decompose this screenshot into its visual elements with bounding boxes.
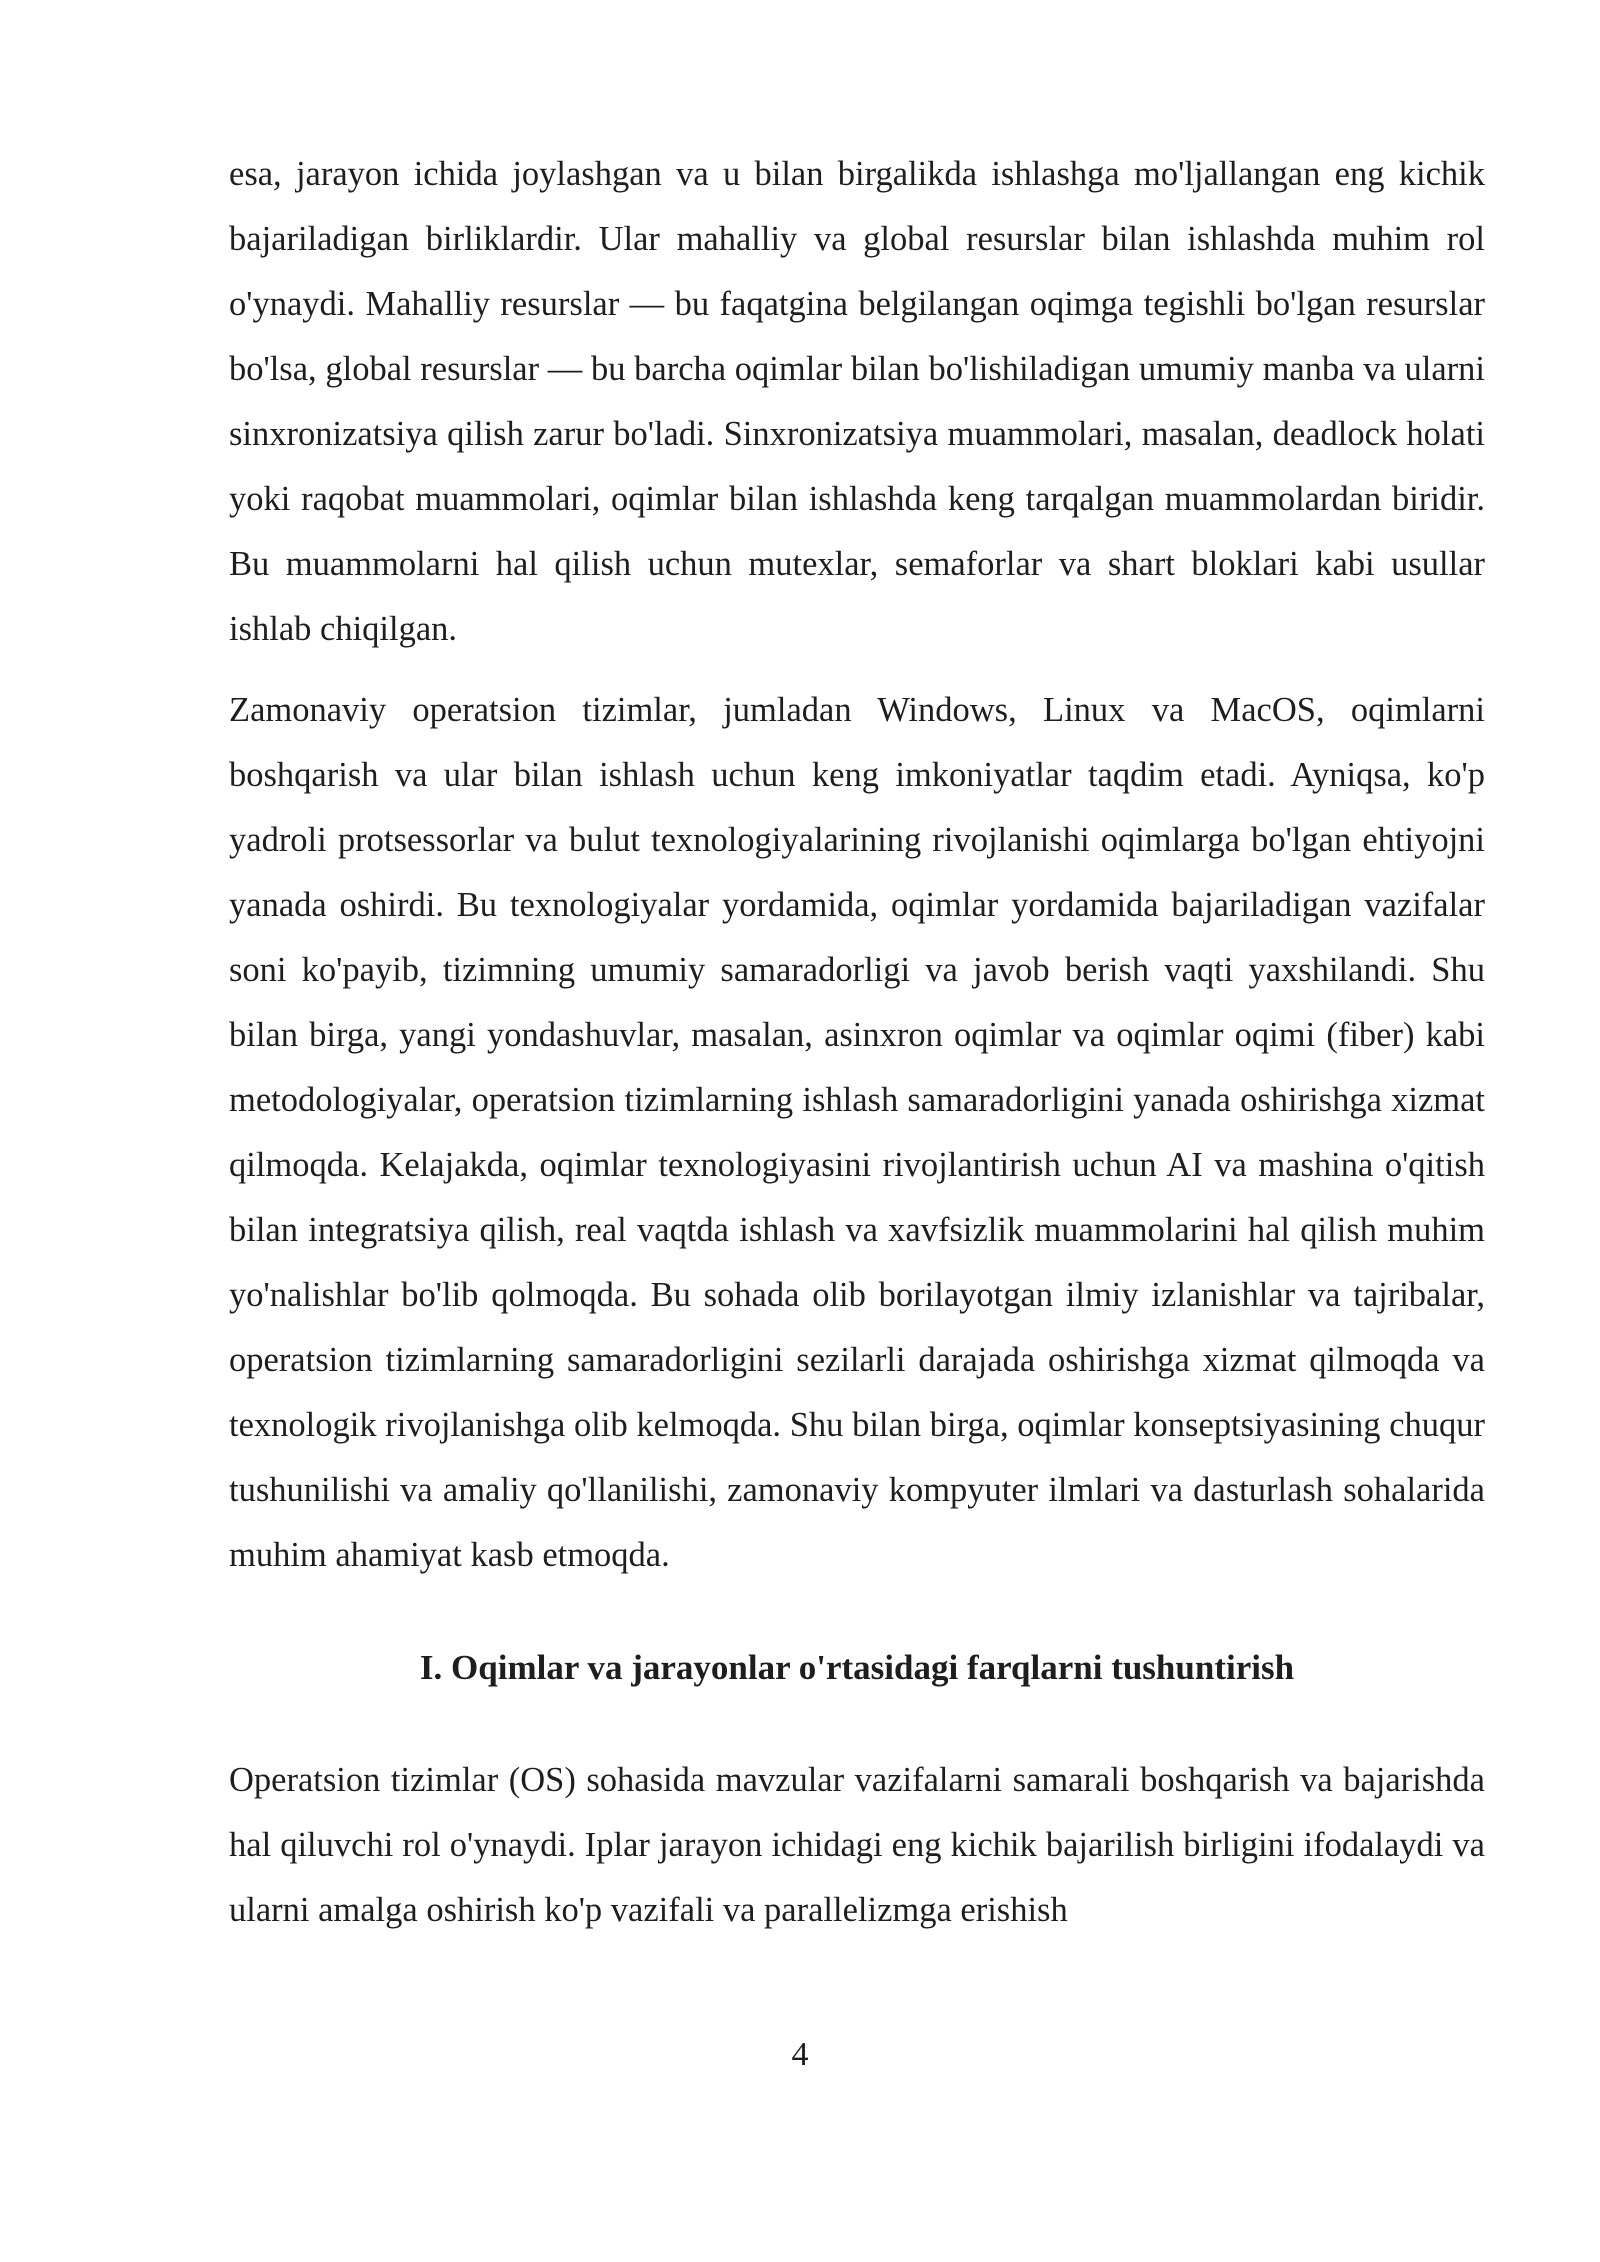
paragraph-modern-os: Zamonaviy operatsion tizimlar, jumladan Windows, Linux va MacOS, oqimlarni boshqarish va ular bilan ishlash uchun keng imkoniyatlar taqdim etadi. Ayniqsa, ko'p yadroli protsessorlar va bulut texnologiyalarining rivojlanishi oqimlarga bo'lgan ehtiyojni yanada oshirdi. Bu texnologiyalar yordamida, oqimlar yordamida bajariladigan vazifalar soni ko'payib, tizimning umumiy samaradorligi va javob berish vaqti yaxshilandi. Shu bilan birga, yangi yondashuvlar, masalan, asinxron oqimlar va oqimlar oqimi (fiber) kabi metodologiyalar, operatsion tizimlarning ishlash samaradorligini yanada oshirishga xizmat qilmoqda. Kelajakda, oqimlar texnologiyasini rivojlantirish uchun AI va mashina o'qitish bilan integratsiya qilish, real vaqtda ishlash va xavfsizlik muammolarini hal qilish muhim yo'nalishlar bo'lib qolmoqda. Bu sohada olib borilayotgan ilmiy izlanishlar va tajribalar, operatsion tizimlarning samaradorligini sezilarli darajada oshirishga xizmat qilmoqda va texnologik rivojlanishga olib kelmoqda. Shu bilan birga, oqimlar konseptsiyasining chuqur tushunilishi va amaliy qo'llanilishi, zamonaviy kompyuter ilmlari va dasturlash sohalarida muhim ahamiyat kasb etmoqda. [229, 691, 1485, 1574]
paragraph-os-threads: Operatsion tizimlar (OS) sohasida mavzular vazifalarni samarali boshqarish va bajarishda hal qiluvchi rol o'ynaydi. Iplar jarayon ichidagi eng kichik bajarilish birligini ifodalaydi va ularni amalga oshirish ko'p vazifali va parallelizmga erishish [229, 1761, 1485, 1929]
paragraph-threads-resources: esa, jarayon ichida joylashgan va u bilan birgalikda ishlashga mo'ljallangan eng kichik bajariladigan birliklardir. Ular mahalliy va global resurslar bilan ishlashda muhim rol o'ynaydi. Mahalliy resurslar — bu faqatgina belgilangan oqimga tegishli bo'lgan resurslar bo'lsa, global resurslar — bu barcha oqimlar bilan bo'lishiladigan umumiy manba va ularni sinxronizatsiya qilish zarur bo'ladi. Sinxronizatsiya muammolari, masalan, deadlock holati yoki raqobat muammolari, oqimlar bilan ishlashda keng tarqalgan muammolardan biridir. Bu muammolarni hal qilish uchun mutexlar, semaforlar va shart bloklari kabi usullar ishlab chiqilgan. [229, 155, 1485, 648]
section-heading: I. Oqimlar va jarayonlar o'rtasidagi farqlarni tushuntirish [419, 1648, 1295, 1687]
page-body [229, 142, 1485, 1943]
page-number: 4 [791, 2036, 809, 2073]
